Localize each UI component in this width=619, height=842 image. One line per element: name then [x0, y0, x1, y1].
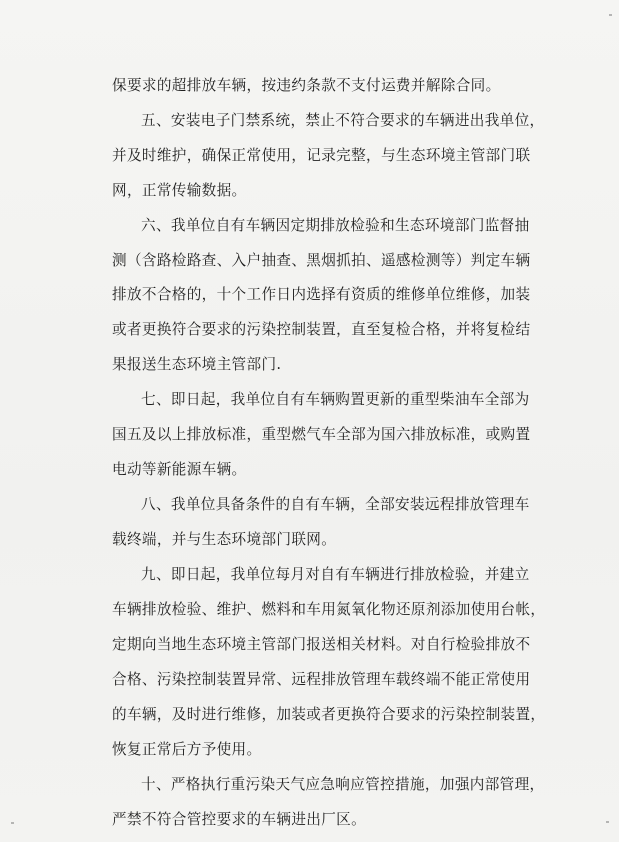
scan-speck	[609, 14, 612, 16]
scan-speck	[606, 821, 609, 823]
text-line: 五、安装电子门禁系统，禁止不符合要求的车辆进出我单位，	[141, 112, 545, 129]
text-line: 并及时维护，确保正常使用，记录完整，与生态环境主管部门联	[112, 147, 531, 164]
text-line: 排放不合格的，十个工作日内选择有资质的维修单位维修，加装	[112, 286, 531, 303]
text-line: 车辆排放检验、维护、燃料和车用氮氧化物还原剂添加使用台帐，	[112, 601, 546, 618]
text-line: 载终端，并与生态环境部门联网。	[112, 531, 337, 548]
text-line: 八、我单位具备条件的自有车辆，全部安装远程排放管理车	[141, 496, 530, 513]
text-line: 果报送生态环境主管部门.	[112, 356, 282, 373]
text-line: 九、即日起，我单位每月对自有车辆进行排放检验，并建立	[141, 566, 530, 583]
text-line: 恢复正常后方予使用。	[112, 741, 262, 758]
text-line: 六、我单位自有车辆因定期排放检验和生态环境部门监督抽	[141, 217, 530, 234]
text-line: 定期向当地生态环境主管部门报送相关材料。对自行检验排放不	[112, 636, 531, 653]
text-line: 的车辆，及时进行维修，加装或者更换符合要求的污染控制装置，	[112, 706, 546, 723]
text-line: 或者更换符合要求的污染控制装置，直至复检合格，并将复检结	[112, 321, 531, 338]
text-line: 合格、污染控制装置异常、远程排放管理车载终端不能正常使用	[112, 671, 531, 688]
text-line: 网，正常传输数据。	[112, 182, 247, 199]
text-line: 测（含路检路查、入户抽查、黑烟抓拍、遥感检测等）判定车辆	[112, 252, 531, 269]
text-line: 严禁不符合管控要求的车辆进出厂区。	[112, 811, 367, 828]
text-line: 国五及以上排放标准，重型燃气车全部为国六排放标准，或购置	[112, 426, 531, 443]
text-line: 电动等新能源车辆。	[112, 461, 247, 478]
text-line: 十、严格执行重污染天气应急响应管控措施，加强内部管理，	[141, 776, 545, 793]
text-line: 保要求的超排放车辆，按违约条款不支付运费并解除合同。	[112, 77, 501, 94]
scan-speck	[11, 822, 14, 824]
text-line: 七、即日起，我单位自有车辆购置更新的重型柴油车全部为	[141, 391, 530, 408]
